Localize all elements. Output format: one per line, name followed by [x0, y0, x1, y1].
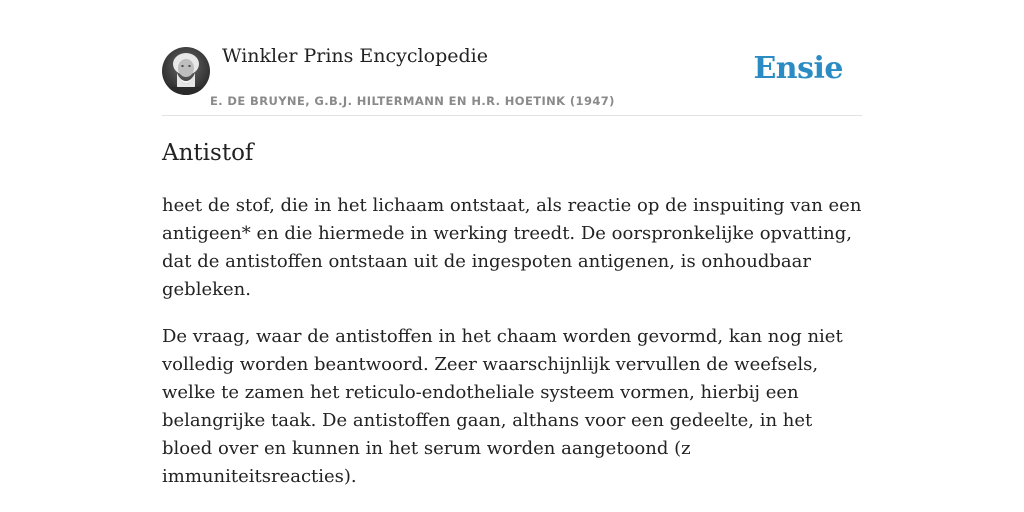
source-title-link[interactable]: Winkler Prins Encyclopedie — [222, 45, 488, 67]
article-body — [162, 192, 862, 510]
article-paragraph: heet de stof, die in het lichaam ontstaat, als reactie op de inspuiting van een antigeen* en die hiermede in werking treedt. De oorspronkelijke opvatting, dat de antistoffen ontstaan uit de ingespoten antigenen, is onhoudbaar gebleken. — [162, 195, 862, 300]
article-paragraph: De vraag, waar de antistoffen in het chaam worden gevormd, kan nog niet volledig worden beantwoord. Zeer waarschijnlijk vervullen de weefsels, welke te zamen het reticulo-endotheliale systeem vormen, hierbij een belangrijke taak. De antistoffen gaan, althans voor een gedeelte, in het bloed over en kunnen in het serum worden aangetoond (z immuniteitsreacties). — [162, 326, 843, 487]
author-portrait-icon — [162, 47, 210, 95]
page-container — [162, 0, 862, 487]
ensie-logo[interactable]: Ensie — [753, 51, 843, 86]
author-avatar[interactable] — [162, 47, 210, 95]
source-authors: E. DE BRUYNE, G.B.J. HILTERMANN EN H.R. HOETINK (1947) — [210, 94, 615, 108]
source-header — [162, 0, 862, 116]
article-title: Antistof — [162, 140, 254, 166]
